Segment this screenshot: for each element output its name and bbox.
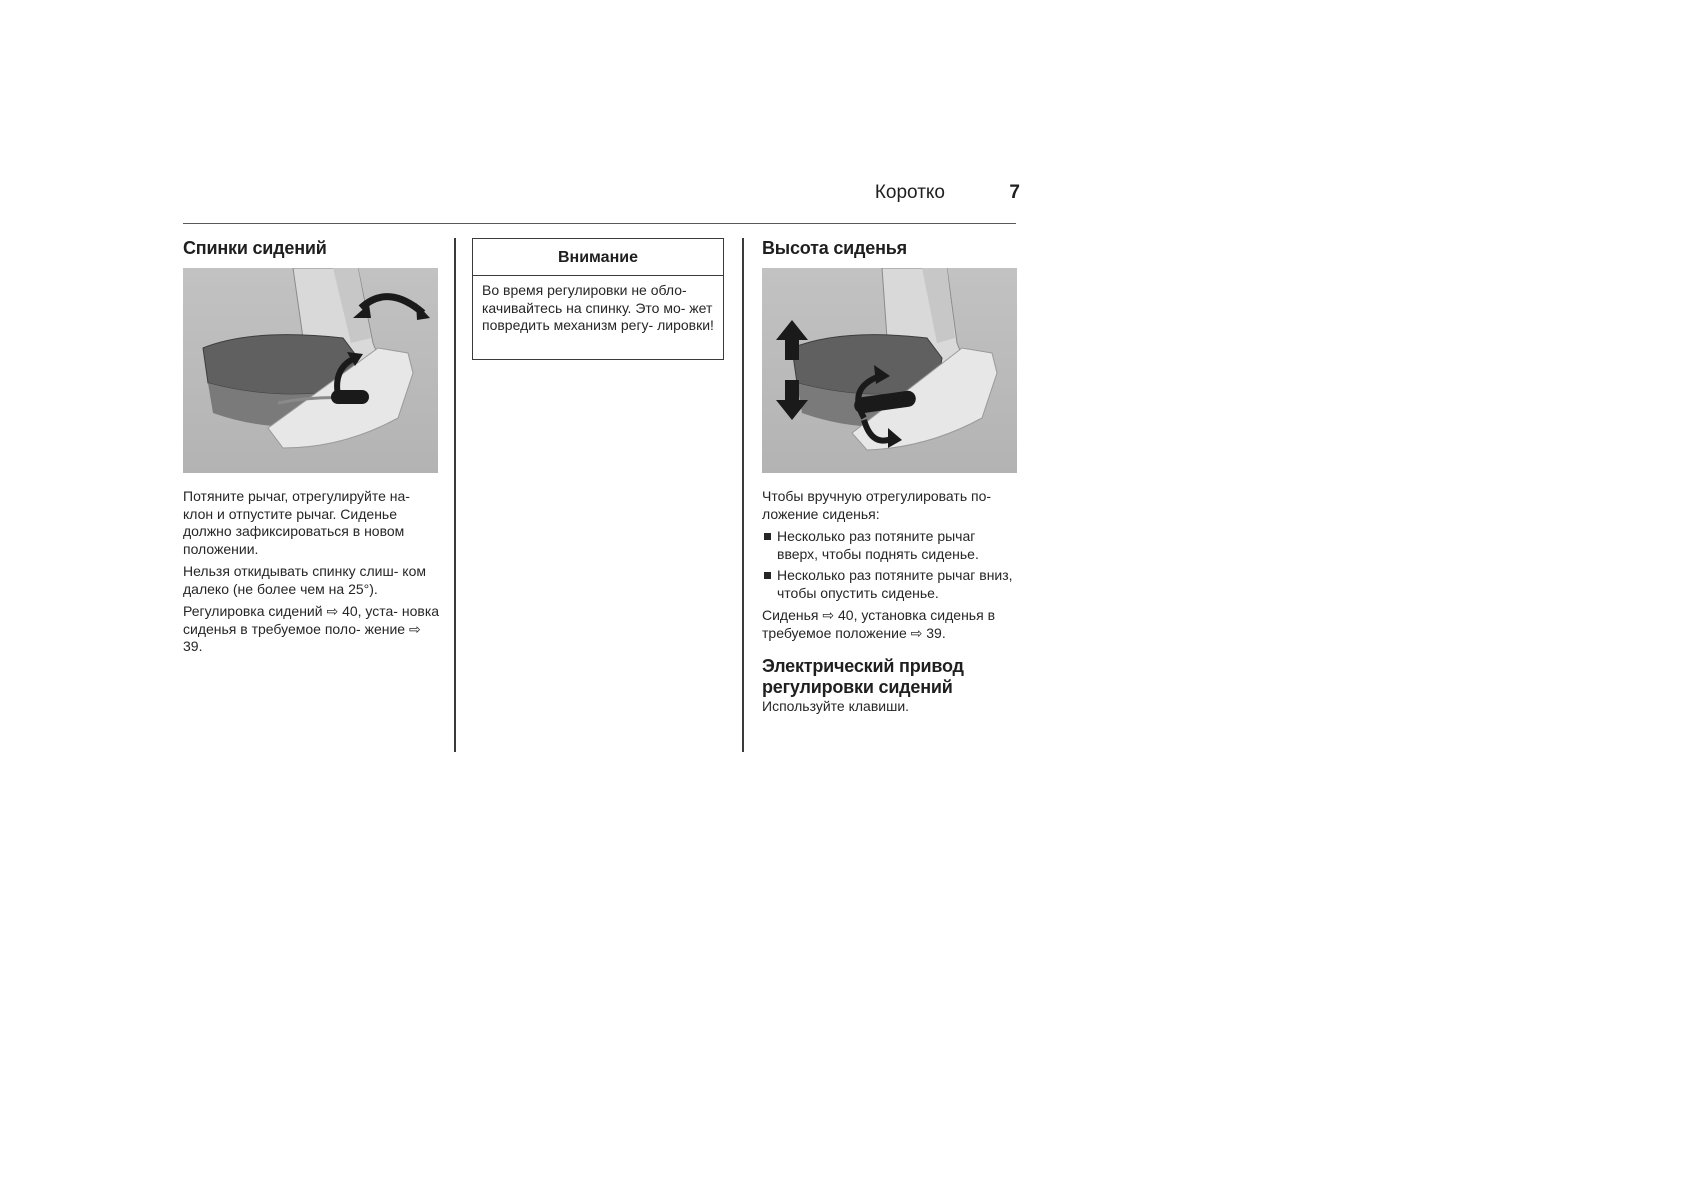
list-item-text: Несколько раз потяните рычаг вверх, чтобы поднять сиденье. [777, 528, 979, 562]
seatback-paragraph: Регулировка сидений ⇨ 40, уста- новка сиденья в требуемое поло- жение ⇨ 39. [183, 603, 440, 654]
seatback-paragraph: Потяните рычаг, отрегулируйте на- клон и отпустите рычаг. Сиденье должно зафиксироваться в новом положении. [183, 488, 410, 557]
page-header-title: Коротко [874, 182, 945, 203]
seat-height-reference: Сиденья ⇨ 40, установка сиденья в требуемое положение ⇨ 39. [762, 607, 996, 641]
seat-height-illustration [762, 268, 1017, 473]
column-divider-left [454, 238, 456, 752]
section-heading-seat-height [762, 238, 907, 259]
seat-height-drawing [762, 268, 1017, 473]
electric-seat-paragraph: Используйте клавиши. [762, 698, 910, 714]
section-heading-seatback [183, 238, 327, 259]
electric-seat-text [762, 698, 1020, 721]
seat-height-bullet-list [762, 528, 1020, 602]
seat-recline-drawing [183, 268, 438, 473]
list-item [762, 528, 1020, 563]
list-item [762, 567, 1020, 602]
section-heading-seat-height-text: Высота сиденья [762, 238, 907, 258]
header-rule [183, 223, 1016, 224]
warning-text: Во время регулировки не обло- качивайтесь на спинку. Это мо- жет повредить механизм регу- лировки! [482, 282, 714, 333]
seatback-illustration [183, 268, 438, 473]
seatback-paragraph: Нельзя откидывать спинку слиш- ком далеко (не более чем на 25°). [183, 563, 426, 597]
warning-title: Внимание [473, 239, 723, 276]
page-number: 7 [1009, 182, 1020, 203]
seat-height-instructions [762, 488, 1020, 647]
warning-box [472, 238, 724, 360]
section-heading-electric-seat-text: Электрический привод регулировки сидений [762, 656, 964, 697]
section-heading-seatback-text: Спинки сидений [183, 238, 327, 258]
seat-height-intro: Чтобы вручную отрегулировать по- ложение сиденья: [762, 488, 992, 522]
column-divider-right [742, 238, 744, 752]
section-heading-electric-seat [762, 656, 1020, 698]
bullet-square-icon [764, 533, 771, 540]
bullet-square-icon [764, 572, 771, 579]
seatback-instructions [183, 488, 441, 661]
list-item-text: Несколько раз потяните рычаг вниз, чтобы опустить сиденье. [777, 567, 1013, 601]
